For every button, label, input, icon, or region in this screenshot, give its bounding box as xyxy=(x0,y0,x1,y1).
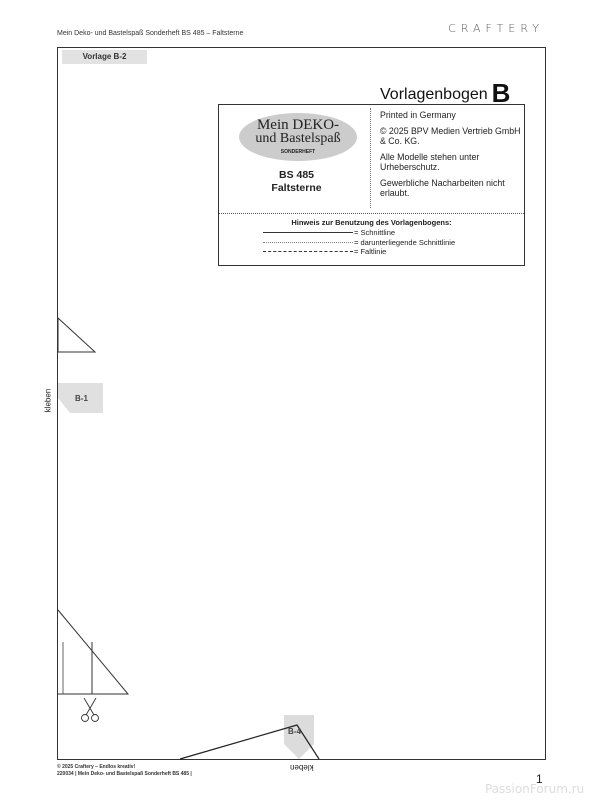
issue-name: Faltsterne xyxy=(271,182,322,194)
legend-item xyxy=(263,238,524,248)
issue-info xyxy=(229,169,364,195)
footer-issue: 220034 | Mein Deko- und Bastelspaß Sonderheft BS 485 | xyxy=(57,771,192,777)
legend-label: = darunterliegende Schnittlinie xyxy=(354,237,456,247)
note: Printed in Germany xyxy=(380,110,456,120)
logo-line: SONDERHEFT xyxy=(280,149,316,155)
solid-line-sample xyxy=(263,232,353,233)
note: Alle Modelle stehen unter Urheberschutz. xyxy=(380,151,480,172)
marker-b1: B-1 xyxy=(75,394,88,403)
legend-label: = Faltlinie xyxy=(354,247,387,257)
triangle-shape xyxy=(58,610,128,694)
sheet-title-text: Vorlagenbogen xyxy=(380,86,488,103)
legal-notes xyxy=(380,110,522,204)
watermark: PassionForum.ru xyxy=(485,782,585,796)
footer xyxy=(57,764,192,778)
template-tag: Vorlage B-2 xyxy=(62,50,147,64)
dashed-line-sample xyxy=(263,251,353,252)
glue-label: kleben xyxy=(290,763,314,772)
legend-label: = Schnittline xyxy=(354,228,396,238)
marker-b4: B-4 xyxy=(288,727,301,736)
triangle-shape xyxy=(58,318,95,352)
magazine-logo xyxy=(239,113,357,161)
page-number: 1 xyxy=(536,772,543,786)
issue-code: BS 485 xyxy=(278,169,315,181)
logo-line: Mein DEKO- xyxy=(256,117,340,133)
scissors-icon xyxy=(82,698,99,722)
glue-label: kleben xyxy=(43,388,53,413)
info-box xyxy=(218,104,525,266)
legend-title: Hinweis zur Benutzung des Vorlagenbogens: xyxy=(291,218,452,227)
header-title: Mein Deko- und Bastelspaß Sonderheft BS 485 – Faltsterne xyxy=(57,30,244,37)
divider xyxy=(219,213,524,214)
tab-b4 xyxy=(284,715,314,759)
note: © 2025 BPV Medien Vertrieb GmbH & Co. KG. xyxy=(380,125,521,146)
note: Gewerbliche Nacharbeiten nicht erlaubt. xyxy=(380,177,505,198)
sheet-letter: B xyxy=(491,78,511,108)
line-legend xyxy=(219,218,524,257)
brand-logo: CRAFTERY xyxy=(448,22,544,35)
legend-item xyxy=(263,228,524,238)
logo-line: und Bastelspaß xyxy=(255,131,341,146)
dotted-line-sample xyxy=(263,242,353,243)
divider xyxy=(370,108,371,208)
legend-item xyxy=(263,247,524,257)
footer-copyright: © 2025 Craftery – Endlos kreativ! xyxy=(57,764,136,770)
